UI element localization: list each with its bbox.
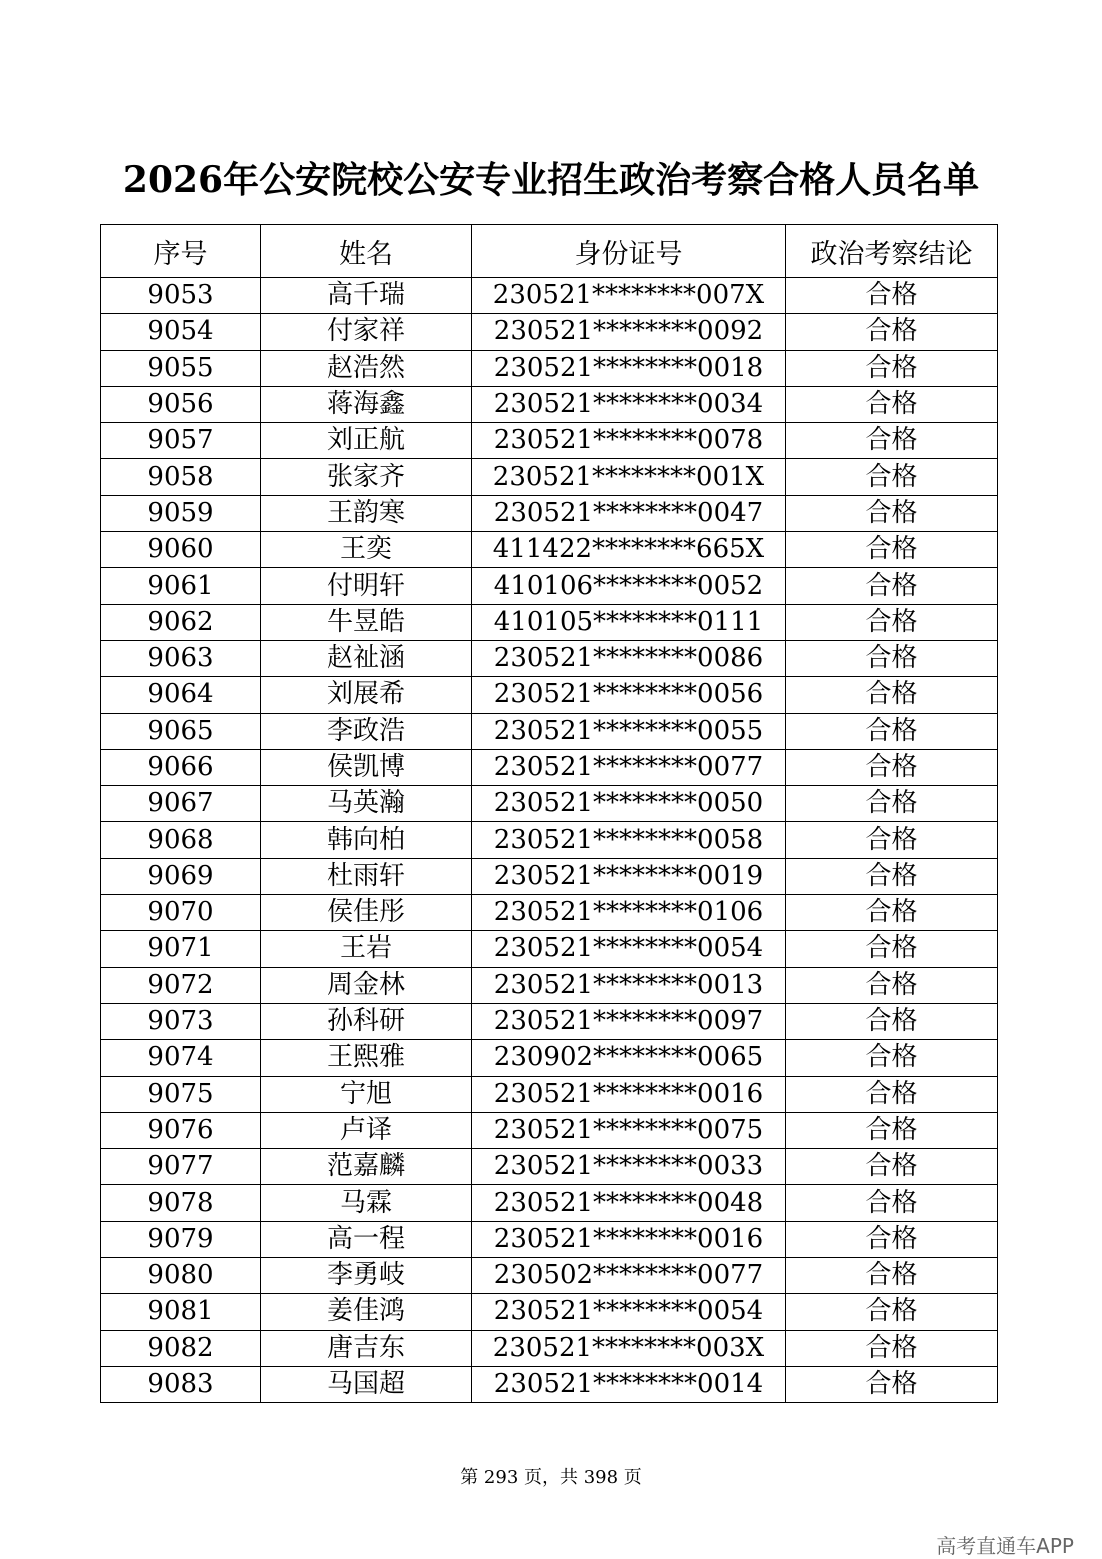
conclusion-cell: 合格 <box>786 822 998 858</box>
serial-number-cell: 9080 <box>101 1258 261 1294</box>
id-number-cell: 230521********0054 <box>472 1294 786 1330</box>
table-row <box>101 967 998 1003</box>
table-row <box>101 822 998 858</box>
serial-number-cell: 9073 <box>101 1003 261 1039</box>
name-cell: 高千瑞 <box>261 278 472 314</box>
conclusion-cell: 合格 <box>786 858 998 894</box>
table-row <box>101 1258 998 1294</box>
conclusion-cell: 合格 <box>786 749 998 785</box>
table-row <box>101 532 998 568</box>
id-number-cell: 230521********0097 <box>472 1003 786 1039</box>
table-row <box>101 459 998 495</box>
name-cell: 付家祥 <box>261 314 472 350</box>
name-cell: 宁旭 <box>261 1076 472 1112</box>
name-cell: 侯佳彤 <box>261 895 472 931</box>
conclusion-cell: 合格 <box>786 677 998 713</box>
serial-number-cell: 9056 <box>101 386 261 422</box>
serial-number-cell: 9076 <box>101 1112 261 1148</box>
conclusion-cell: 合格 <box>786 532 998 568</box>
table-row <box>101 423 998 459</box>
table-row <box>101 640 998 676</box>
id-number-cell: 230521********0018 <box>472 350 786 386</box>
id-number-cell: 230521********0016 <box>472 1076 786 1112</box>
id-number-cell: 230521********0047 <box>472 495 786 531</box>
name-cell: 卢译 <box>261 1112 472 1148</box>
serial-number-cell: 9067 <box>101 786 261 822</box>
conclusion-cell: 合格 <box>786 967 998 1003</box>
conclusion-cell: 合格 <box>786 1330 998 1366</box>
name-cell: 杜雨轩 <box>261 858 472 894</box>
table-row <box>101 568 998 604</box>
id-number-cell: 230521********0054 <box>472 931 786 967</box>
id-number-cell: 230521********0086 <box>472 640 786 676</box>
name-cell: 周金林 <box>261 967 472 1003</box>
name-cell: 李勇岐 <box>261 1258 472 1294</box>
table-row <box>101 386 998 422</box>
name-cell: 王熙雅 <box>261 1040 472 1076</box>
name-cell: 赵祉涵 <box>261 640 472 676</box>
conclusion-cell: 合格 <box>786 459 998 495</box>
name-cell: 王岩 <box>261 931 472 967</box>
conclusion-cell: 合格 <box>786 1258 998 1294</box>
id-number-cell: 230521********0078 <box>472 423 786 459</box>
id-number-cell: 230521********0050 <box>472 786 786 822</box>
id-number-cell: 230521********0034 <box>472 386 786 422</box>
conclusion-cell: 合格 <box>786 423 998 459</box>
name-cell: 唐吉东 <box>261 1330 472 1366</box>
conclusion-cell: 合格 <box>786 931 998 967</box>
name-cell: 高一程 <box>261 1221 472 1257</box>
conclusion-cell: 合格 <box>786 1366 998 1402</box>
serial-number-cell: 9082 <box>101 1330 261 1366</box>
header-conclusion: 政治考察结论 <box>786 225 998 278</box>
serial-number-cell: 9079 <box>101 1221 261 1257</box>
table-row <box>101 314 998 350</box>
serial-number-cell: 9065 <box>101 713 261 749</box>
name-cell: 侯凯博 <box>261 749 472 785</box>
id-number-cell: 230521********0106 <box>472 895 786 931</box>
id-number-cell: 230902********0065 <box>472 1040 786 1076</box>
name-cell: 付明轩 <box>261 568 472 604</box>
name-cell: 马英瀚 <box>261 786 472 822</box>
table-row <box>101 1294 998 1330</box>
header-serial-number: 序号 <box>101 225 261 278</box>
table-row <box>101 1076 998 1112</box>
id-number-cell: 230521********0058 <box>472 822 786 858</box>
table-body <box>101 278 998 1403</box>
id-number-cell: 230521********007X <box>472 278 786 314</box>
conclusion-cell: 合格 <box>786 350 998 386</box>
id-number-cell: 230521********0092 <box>472 314 786 350</box>
conclusion-cell: 合格 <box>786 1112 998 1148</box>
table-row <box>101 677 998 713</box>
conclusion-cell: 合格 <box>786 1076 998 1112</box>
table-row <box>101 495 998 531</box>
app-watermark: 高考直通车APP <box>936 1534 1074 1558</box>
serial-number-cell: 9070 <box>101 895 261 931</box>
name-cell: 孙科研 <box>261 1003 472 1039</box>
serial-number-cell: 9060 <box>101 532 261 568</box>
serial-number-cell: 9054 <box>101 314 261 350</box>
id-number-cell: 410105********0111 <box>472 604 786 640</box>
table-row <box>101 713 998 749</box>
name-cell: 牛昱皓 <box>261 604 472 640</box>
id-number-cell: 230502********0077 <box>472 1258 786 1294</box>
conclusion-cell: 合格 <box>786 895 998 931</box>
conclusion-cell: 合格 <box>786 1221 998 1257</box>
serial-number-cell: 9062 <box>101 604 261 640</box>
conclusion-cell: 合格 <box>786 314 998 350</box>
serial-number-cell: 9061 <box>101 568 261 604</box>
serial-number-cell: 9072 <box>101 967 261 1003</box>
table-row <box>101 1221 998 1257</box>
serial-number-cell: 9083 <box>101 1366 261 1402</box>
name-cell: 张家齐 <box>261 459 472 495</box>
table-row <box>101 749 998 785</box>
id-number-cell: 230521********0014 <box>472 1366 786 1402</box>
document-title: 2026年公安院校公安专业招生政治考察合格人员名单 <box>122 159 980 201</box>
id-number-cell: 230521********0019 <box>472 858 786 894</box>
serial-number-cell: 9071 <box>101 931 261 967</box>
conclusion-cell: 合格 <box>786 1040 998 1076</box>
name-cell: 李政浩 <box>261 713 472 749</box>
name-cell: 王奕 <box>261 532 472 568</box>
table-row <box>101 786 998 822</box>
serial-number-cell: 9077 <box>101 1149 261 1185</box>
header-id-number: 身份证号 <box>472 225 786 278</box>
conclusion-cell: 合格 <box>786 568 998 604</box>
header-row <box>101 225 998 278</box>
serial-number-cell: 9069 <box>101 858 261 894</box>
name-cell: 韩向柏 <box>261 822 472 858</box>
conclusion-cell: 合格 <box>786 1149 998 1185</box>
table-row <box>101 1330 998 1366</box>
conclusion-cell: 合格 <box>786 386 998 422</box>
table-row <box>101 350 998 386</box>
id-number-cell: 230521********003X <box>472 1330 786 1366</box>
table-row <box>101 1003 998 1039</box>
id-number-cell: 230521********0056 <box>472 677 786 713</box>
serial-number-cell: 9074 <box>101 1040 261 1076</box>
conclusion-cell: 合格 <box>786 786 998 822</box>
table-row <box>101 931 998 967</box>
table-row <box>101 604 998 640</box>
table-row <box>101 858 998 894</box>
name-cell: 马国超 <box>261 1366 472 1402</box>
conclusion-cell: 合格 <box>786 1003 998 1039</box>
conclusion-cell: 合格 <box>786 278 998 314</box>
serial-number-cell: 9064 <box>101 677 261 713</box>
conclusion-cell: 合格 <box>786 640 998 676</box>
id-number-cell: 230521********0033 <box>472 1149 786 1185</box>
id-number-cell: 230521********0016 <box>472 1221 786 1257</box>
serial-number-cell: 9059 <box>101 495 261 531</box>
table-row <box>101 1112 998 1148</box>
id-number-cell: 230521********0075 <box>472 1112 786 1148</box>
table-row <box>101 1366 998 1402</box>
serial-number-cell: 9053 <box>101 278 261 314</box>
name-cell: 蒋海鑫 <box>261 386 472 422</box>
serial-number-cell: 9075 <box>101 1076 261 1112</box>
conclusion-cell: 合格 <box>786 495 998 531</box>
name-cell: 马霖 <box>261 1185 472 1221</box>
serial-number-cell: 9066 <box>101 749 261 785</box>
name-cell: 范嘉麟 <box>261 1149 472 1185</box>
name-cell: 王韵寒 <box>261 495 472 531</box>
serial-number-cell: 9078 <box>101 1185 261 1221</box>
id-number-cell: 230521********0077 <box>472 749 786 785</box>
table-row <box>101 1185 998 1221</box>
table-row <box>101 278 998 314</box>
name-cell: 姜佳鸿 <box>261 1294 472 1330</box>
id-number-cell: 230521********0055 <box>472 713 786 749</box>
conclusion-cell: 合格 <box>786 1294 998 1330</box>
roster-table <box>100 224 998 1403</box>
serial-number-cell: 9057 <box>101 423 261 459</box>
conclusion-cell: 合格 <box>786 713 998 749</box>
id-number-cell: 410106********0052 <box>472 568 786 604</box>
table-row <box>101 1040 998 1076</box>
page-number-footer: 第 293 页，共 398 页 <box>460 1467 642 1488</box>
header-name: 姓名 <box>261 225 472 278</box>
serial-number-cell: 9058 <box>101 459 261 495</box>
id-number-cell: 230521********0013 <box>472 967 786 1003</box>
serial-number-cell: 9068 <box>101 822 261 858</box>
id-number-cell: 230521********0048 <box>472 1185 786 1221</box>
name-cell: 刘正航 <box>261 423 472 459</box>
serial-number-cell: 9063 <box>101 640 261 676</box>
table-row <box>101 895 998 931</box>
table-header <box>101 225 998 278</box>
id-number-cell: 230521********001X <box>472 459 786 495</box>
serial-number-cell: 9055 <box>101 350 261 386</box>
conclusion-cell: 合格 <box>786 604 998 640</box>
conclusion-cell: 合格 <box>786 1185 998 1221</box>
serial-number-cell: 9081 <box>101 1294 261 1330</box>
id-number-cell: 411422********665X <box>472 532 786 568</box>
name-cell: 赵浩然 <box>261 350 472 386</box>
table-row <box>101 1149 998 1185</box>
name-cell: 刘展希 <box>261 677 472 713</box>
